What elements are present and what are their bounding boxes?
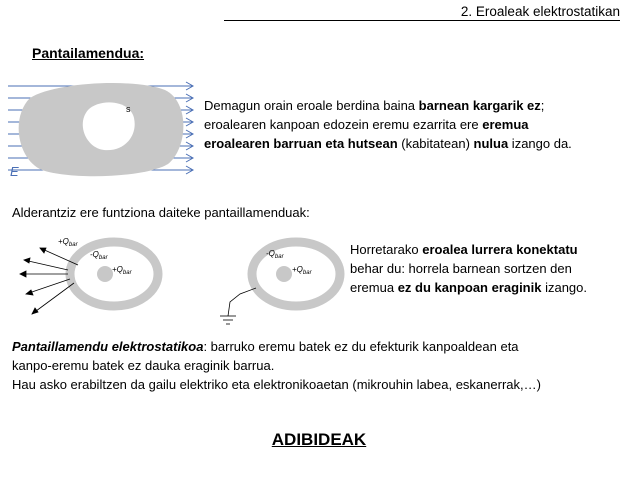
surface-label: s (126, 104, 131, 114)
ground-wire (220, 288, 256, 324)
grounding-description: Horretarako eroalea lurrera konektatu behar du: horrela barnean sortzen den eremua ez du kanpoan eraginik izango. (350, 242, 588, 295)
section-title: Pantailamendua: (32, 45, 145, 61)
grounded-figure (218, 232, 348, 332)
ungrounded-figure (10, 232, 190, 324)
inner-charge-grounded (276, 266, 292, 282)
examples-heading: ADIBIDEAK (271, 430, 367, 449)
q-in-pos-label-grounded: $+Q_{bar}$ (292, 265, 312, 276)
alternative-text: Alderantziz ere funtziona daiteke pantaillamenduak: (12, 205, 310, 220)
shielding-description: Demagun orain eroale berdina baina barnean kargarik ez; eroalearen kanpoan edozein eremu ezarrita ere eremua eroalearen barruan eta hutsean (kabitatean) nulua izango da. (204, 98, 572, 151)
definition-paragraph: Pantaillamendu elektrostatikoa: barruko eremu batek ez du efekturik kanpoaldean eta kanpo-eremu batek ez dauka eraginik barrua. Hau asko erabiltzen da gailu elektriko eta elektronikoaetan (mikrouhin labea, eskanerrak,…) (12, 339, 541, 392)
q-out-label: $+Q_{bar}$ (58, 237, 78, 248)
q-in-pos-label: $+Q_{bar}$ (112, 265, 132, 276)
header-title: 2. Eroaleak elektrostatikan (224, 4, 620, 21)
ring-conductor (70, 242, 158, 306)
field-label-E: E (10, 164, 19, 179)
definition-term: Pantaillamendu elektrostatikoa (12, 339, 204, 354)
q-in-neg-label-grounded: $-Q_{bar}$ (266, 249, 284, 260)
shielding-figure (0, 78, 200, 182)
inner-charge (97, 266, 113, 282)
q-in-neg-label: $-Q_{bar}$ (90, 250, 108, 261)
